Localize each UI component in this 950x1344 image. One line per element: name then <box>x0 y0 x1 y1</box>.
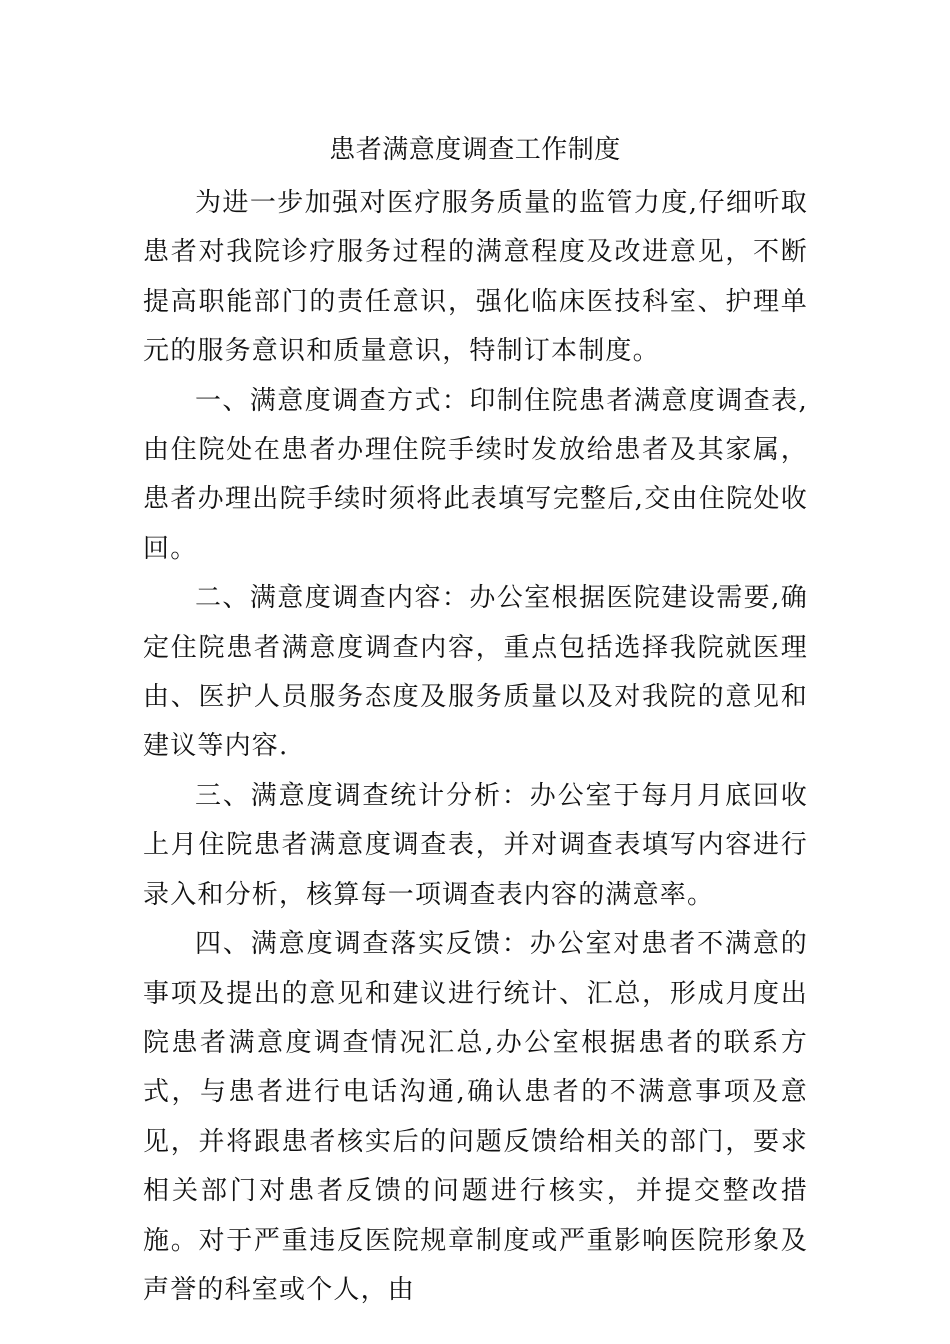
paragraph-survey-analysis: 三、满意度调查统计分析：办公室于每月月底回收上月住院患者满意度调查表，并对调查表填写内容进行录入和分析，核算每一项调查表内容的满意率。 <box>143 780 808 910</box>
paragraph-intro: 为进一步加强对医疗服务质量的监管力度,仔细听取患者对我院诊疗服务过程的满意程度及改进意见，不断提高职能部门的责任意识，强化临床医技科室、护理单元的服务意识和质量意识，特制订本制度。 <box>143 188 808 367</box>
document-title: 患者满意度调查工作制度 <box>329 135 621 165</box>
paragraph-survey-feedback: 四、满意度调查落实反馈：办公室对患者不满意的事项及提出的意见和建议进行统计、汇总，形成月度出院患者满意度调查情况汇总,办公室根据患者的联系方式，与患者进行电话沟通,确认患者的不满意事项及意见，并将跟患者核实后的问题反馈给相关的部门，要求相关部门对患者反馈的问题进行核实，并提交整改措施。对于严重违反医院规章制度或严重影响医院形象及声誉的科室或个人，由 <box>143 929 808 1305</box>
document-body <box>143 179 808 1315</box>
paragraph-survey-content: 二、满意度调查内容：办公室根据医院建设需要,确定住院患者满意度调查内容，重点包括选择我院就医理由、医护人员服务态度及服务质量以及对我院的意见和建议等内容. <box>143 583 808 762</box>
paragraph-survey-method: 一、满意度调查方式：印制住院患者满意度调查表,由住院处在患者办理住院手续时发放给患者及其家属，患者办理出院手续时须将此表填写完整后,交由住院处收回。 <box>143 385 808 564</box>
